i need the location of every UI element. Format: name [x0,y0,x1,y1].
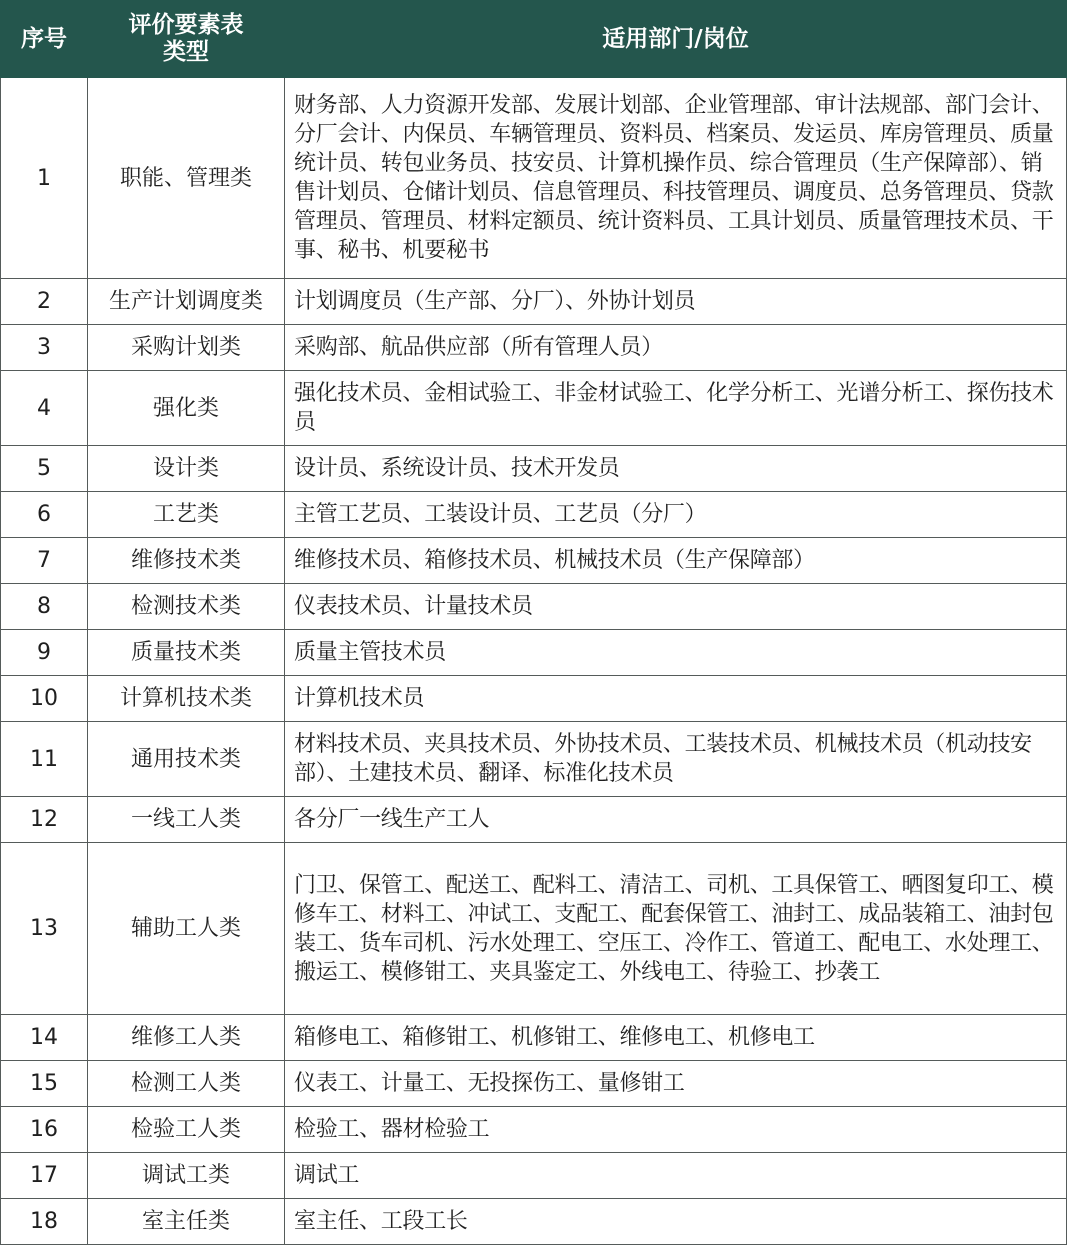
table-header-row [1,1,1067,78]
table-row [1,797,1067,843]
row-posts: 维修技术员、箱修技术员、机械技术员（生产保障部） [285,538,1067,584]
row-number: 3 [1,325,88,371]
row-type: 采购计划类 [88,325,285,371]
row-posts: 箱修电工、箱修钳工、机修钳工、维修电工、机修电工 [285,1015,1067,1061]
row-type: 一线工人类 [88,797,285,843]
row-number: 14 [1,1015,88,1061]
header-serial-number: 序号 [1,1,88,78]
row-type: 室主任类 [88,1199,285,1245]
row-number: 8 [1,584,88,630]
table-row [1,78,1067,279]
row-number: 15 [1,1061,88,1107]
row-number: 7 [1,538,88,584]
row-type: 生产计划调度类 [88,279,285,325]
row-posts: 质量主管技术员 [285,630,1067,676]
row-number: 17 [1,1153,88,1199]
row-number: 4 [1,371,88,446]
table-row [1,1015,1067,1061]
row-type: 设计类 [88,446,285,492]
table-row [1,1107,1067,1153]
row-number: 18 [1,1199,88,1245]
row-posts: 各分厂一线生产工人 [285,797,1067,843]
row-number: 13 [1,843,88,1015]
row-number: 10 [1,676,88,722]
table-row [1,1199,1067,1245]
row-posts: 强化技术员、金相试验工、非金材试验工、化学分析工、光谱分析工、探伤技术员 [285,371,1067,446]
row-type: 辅助工人类 [88,843,285,1015]
table-row [1,1153,1067,1199]
row-posts: 财务部、人力资源开发部、发展计划部、企业管理部、审计法规部、部门会计、分厂会计、内保员、车辆管理员、资料员、档案员、发运员、库房管理员、质量统计员、转包业务员、技安员、计算机操作员、综合管理员（生产保障部）、销售计划员、仓储计划员、信息管理员、科技管理员、调度员、总务管理员、贷款管理员、管理员、材料定额员、统计资料员、工具计划员、质量管理技术员、干事、秘书、机要秘书 [285,78,1067,279]
row-type: 检测工人类 [88,1061,285,1107]
row-posts: 调试工 [285,1153,1067,1199]
row-posts: 室主任、工段工长 [285,1199,1067,1245]
row-type: 工艺类 [88,492,285,538]
row-type: 维修工人类 [88,1015,285,1061]
row-type: 调试工类 [88,1153,285,1199]
row-type: 通用技术类 [88,722,285,797]
row-posts: 材料技术员、夹具技术员、外协技术员、工装技术员、机械技术员（机动技安部）、土建技术员、翻译、标准化技术员 [285,722,1067,797]
row-posts: 计划调度员（生产部、分厂）、外协计划员 [285,279,1067,325]
header-evaluation-type: 评价要素表 类型 [88,1,285,78]
row-posts: 主管工艺员、工装设计员、工艺员（分厂） [285,492,1067,538]
row-type: 检验工人类 [88,1107,285,1153]
table-row [1,279,1067,325]
table-row [1,676,1067,722]
header-applicable-posts: 适用部门/岗位 [285,1,1067,78]
table-row [1,1061,1067,1107]
row-type: 职能、管理类 [88,78,285,279]
row-number: 16 [1,1107,88,1153]
row-number: 5 [1,446,88,492]
row-number: 11 [1,722,88,797]
row-posts: 仪表技术员、计量技术员 [285,584,1067,630]
table-row [1,584,1067,630]
row-posts: 检验工、器材检验工 [285,1107,1067,1153]
table-row [1,446,1067,492]
table-row [1,722,1067,797]
row-posts: 设计员、系统设计员、技术开发员 [285,446,1067,492]
row-posts: 仪表工、计量工、无投探伤工、量修钳工 [285,1061,1067,1107]
row-type: 计算机技术类 [88,676,285,722]
table-row [1,492,1067,538]
row-posts: 计算机技术员 [285,676,1067,722]
row-type: 强化类 [88,371,285,446]
row-number: 1 [1,78,88,279]
row-type: 检测技术类 [88,584,285,630]
row-type: 质量技术类 [88,630,285,676]
row-number: 6 [1,492,88,538]
table-row [1,630,1067,676]
table-row [1,325,1067,371]
table-row [1,538,1067,584]
table-row [1,371,1067,446]
row-number: 12 [1,797,88,843]
row-number: 9 [1,630,88,676]
row-posts: 采购部、航品供应部（所有管理人员） [285,325,1067,371]
table-row [1,843,1067,1015]
row-type: 维修技术类 [88,538,285,584]
row-number: 2 [1,279,88,325]
row-posts: 门卫、保管工、配送工、配料工、清洁工、司机、工具保管工、晒图复印工、模修车工、材料工、冲试工、支配工、配套保管工、油封工、成品装箱工、油封包装工、货车司机、污水处理工、空压工、冷作工、管道工、配电工、水处理工、搬运工、模修钳工、夹具鉴定工、外线电工、待验工、抄袭工 [285,843,1067,1015]
